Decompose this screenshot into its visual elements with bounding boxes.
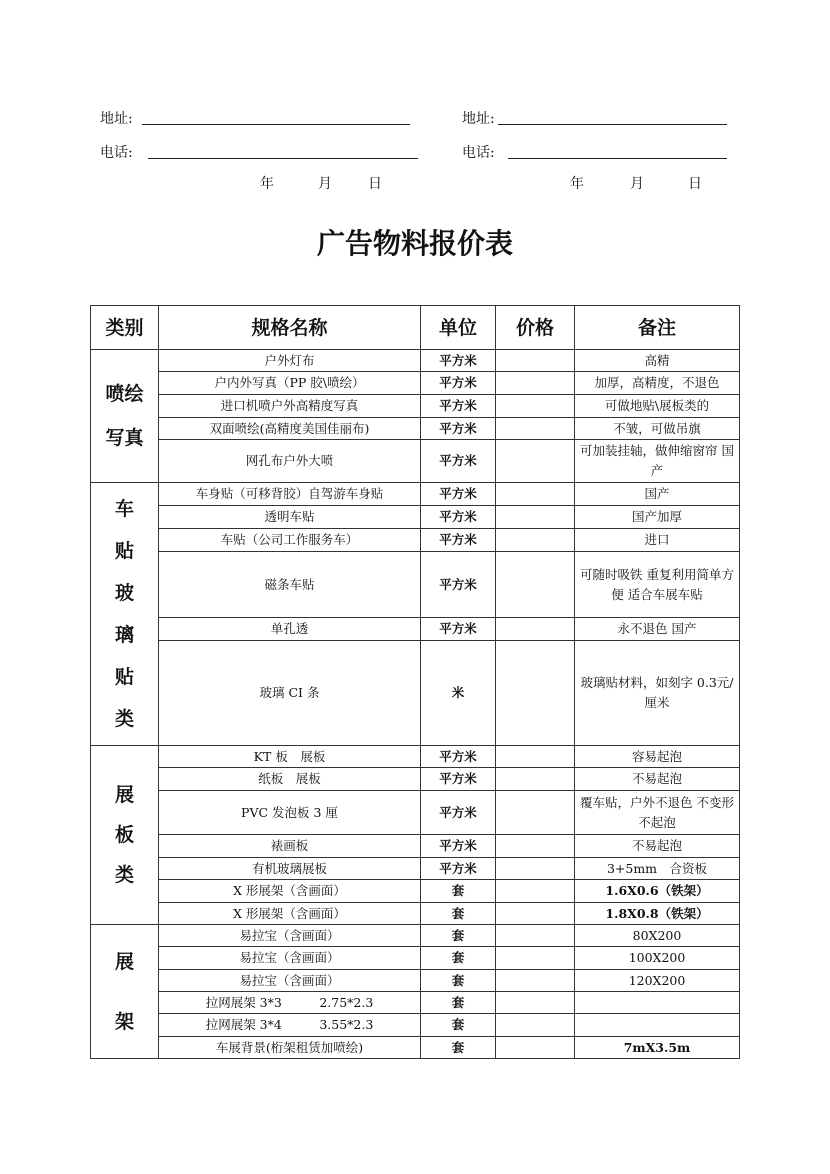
- item-unit: 套: [421, 1014, 496, 1037]
- item-name: 单孔透: [159, 618, 421, 641]
- item-name: 易拉宝（含画面）: [159, 970, 421, 992]
- table-row: [91, 418, 740, 440]
- table-row: [91, 903, 740, 925]
- item-price: [496, 395, 575, 418]
- item-unit: 平方米: [421, 350, 496, 372]
- item-unit: 平方米: [421, 529, 496, 552]
- table-row: [91, 880, 740, 903]
- right-month: 月: [630, 176, 644, 192]
- item-price: [496, 992, 575, 1014]
- category-cell: 展板类: [91, 746, 159, 925]
- item-unit: 套: [421, 1037, 496, 1059]
- table-row: [91, 947, 740, 970]
- item-name: 车贴（公司工作服务车）: [159, 529, 421, 552]
- item-unit: 平方米: [421, 768, 496, 791]
- table-row: [91, 791, 740, 835]
- item-price: [496, 1037, 575, 1059]
- item-note: 1.6X0.6（铁架）: [575, 880, 740, 903]
- item-price: [496, 440, 575, 483]
- item-name: X 形展架（含画面）: [159, 903, 421, 925]
- item-name: 玻璃 CI 条: [159, 641, 421, 746]
- item-note: 120X200: [575, 970, 740, 992]
- table-row: [91, 350, 740, 372]
- item-unit: 平方米: [421, 372, 496, 395]
- table-row: [91, 925, 740, 947]
- item-name: 透明车贴: [159, 506, 421, 529]
- right-phone-label: 电话:: [462, 145, 495, 161]
- item-name: 车展背景(桁架租赁加喷绘): [159, 1037, 421, 1059]
- item-note: 国产加厚: [575, 506, 740, 529]
- left-day: 日: [368, 176, 382, 192]
- item-note: 国产: [575, 483, 740, 506]
- item-name: 双面喷绘(高精度美国佳丽布): [159, 418, 421, 440]
- table-row: [91, 395, 740, 418]
- item-price: [496, 925, 575, 947]
- table-header-row: [91, 306, 740, 350]
- table-row: [91, 1014, 740, 1037]
- left-phone-line: [148, 158, 418, 159]
- item-name: X 形展架（含画面）: [159, 880, 421, 903]
- item-unit: 套: [421, 903, 496, 925]
- left-month: 月: [318, 176, 332, 192]
- item-unit: 套: [421, 925, 496, 947]
- item-price: [496, 372, 575, 395]
- category-cell: 车贴玻璃贴类: [91, 483, 159, 746]
- item-name: 裱画板: [159, 835, 421, 858]
- item-note: [575, 1014, 740, 1037]
- item-note: 可随时吸铁 重复利用简单方便 适合车展车贴: [575, 552, 740, 618]
- col-unit: 单位: [421, 306, 496, 350]
- col-price: 价格: [496, 306, 575, 350]
- item-unit: 米: [421, 641, 496, 746]
- item-unit: 平方米: [421, 835, 496, 858]
- item-note: 进口: [575, 529, 740, 552]
- item-unit: 平方米: [421, 618, 496, 641]
- table-row: [91, 440, 740, 483]
- item-name: 户内外写真（PP 胶\喷绘）: [159, 372, 421, 395]
- item-name: 磁条车贴: [159, 552, 421, 618]
- table-row: [91, 970, 740, 992]
- item-unit: 套: [421, 970, 496, 992]
- table-row: [91, 483, 740, 506]
- item-unit: 平方米: [421, 483, 496, 506]
- item-price: [496, 791, 575, 835]
- right-phone-line: [508, 158, 727, 159]
- item-note: [575, 992, 740, 1014]
- item-price: [496, 618, 575, 641]
- item-name: 车身贴（可移背胶）自驾游车身贴: [159, 483, 421, 506]
- item-name: 有机玻璃展板: [159, 858, 421, 880]
- item-name: 拉网展架 3*3 2.75*2.3: [159, 992, 421, 1014]
- item-unit: 平方米: [421, 506, 496, 529]
- right-year: 年: [570, 176, 584, 192]
- item-note: 不易起泡: [575, 768, 740, 791]
- left-address-label: 地址:: [100, 111, 133, 127]
- table-row: [91, 529, 740, 552]
- item-name: 易拉宝（含画面）: [159, 925, 421, 947]
- category-cell: 展架: [91, 925, 159, 1059]
- item-unit: 平方米: [421, 746, 496, 768]
- item-name: 拉网展架 3*4 3.55*2.3: [159, 1014, 421, 1037]
- item-note: 3+5mm 合资板: [575, 858, 740, 880]
- table-row: [91, 552, 740, 618]
- item-price: [496, 483, 575, 506]
- item-unit: 平方米: [421, 791, 496, 835]
- col-name: 规格名称: [159, 306, 421, 350]
- table-row: [91, 835, 740, 858]
- item-unit: 平方米: [421, 552, 496, 618]
- item-price: [496, 746, 575, 768]
- item-unit: 套: [421, 947, 496, 970]
- col-category: 类别: [91, 306, 159, 350]
- item-note: 可做地贴\展板类的: [575, 395, 740, 418]
- table-row: [91, 1037, 740, 1059]
- item-name: KT 板 展板: [159, 746, 421, 768]
- item-name: 网孔布户外大喷: [159, 440, 421, 483]
- item-price: [496, 880, 575, 903]
- col-note: 备注: [575, 306, 740, 350]
- item-unit: 平方米: [421, 440, 496, 483]
- category-cell: 喷绘写真: [91, 350, 159, 483]
- item-note: 1.8X0.8（铁架）: [575, 903, 740, 925]
- item-note: 80X200: [575, 925, 740, 947]
- item-unit: 平方米: [421, 395, 496, 418]
- item-name: 户外灯布: [159, 350, 421, 372]
- table-row: [91, 506, 740, 529]
- item-unit: 平方米: [421, 418, 496, 440]
- page-title: 广告物料报价表: [316, 227, 513, 260]
- item-note: 不易起泡: [575, 835, 740, 858]
- item-price: [496, 903, 575, 925]
- item-note: 永不退色 国产: [575, 618, 740, 641]
- table-row: [91, 858, 740, 880]
- table-row: [91, 372, 740, 395]
- right-day: 日: [688, 176, 702, 192]
- item-price: [496, 1014, 575, 1037]
- item-price: [496, 641, 575, 746]
- item-price: [496, 418, 575, 440]
- table-row: [91, 768, 740, 791]
- item-note: 玻璃贴材料，如刻字 0.3元/厘米: [575, 641, 740, 746]
- item-name: 易拉宝（含画面）: [159, 947, 421, 970]
- left-year: 年: [260, 176, 274, 192]
- item-unit: 平方米: [421, 858, 496, 880]
- item-note: 高精: [575, 350, 740, 372]
- item-price: [496, 768, 575, 791]
- item-name: 纸板 展板: [159, 768, 421, 791]
- item-note: 100X200: [575, 947, 740, 970]
- item-price: [496, 350, 575, 372]
- item-unit: 套: [421, 880, 496, 903]
- item-note: 不皱，可做吊旗: [575, 418, 740, 440]
- item-name: PVC 发泡板 3 厘: [159, 791, 421, 835]
- item-unit: 套: [421, 992, 496, 1014]
- item-price: [496, 970, 575, 992]
- table-row: [91, 746, 740, 768]
- item-price: [496, 506, 575, 529]
- table-row: [91, 641, 740, 746]
- table-row: [91, 618, 740, 641]
- item-price: [496, 858, 575, 880]
- right-address-line: [498, 124, 727, 125]
- item-price: [496, 529, 575, 552]
- item-note: 7mX3.5m: [575, 1037, 740, 1059]
- item-note: 加厚，高精度，不退色: [575, 372, 740, 395]
- price-table: [90, 305, 740, 1059]
- table-row: [91, 992, 740, 1014]
- item-note: 可加装挂轴，做伸缩窗帘 国产: [575, 440, 740, 483]
- item-price: [496, 947, 575, 970]
- item-note: 容易起泡: [575, 746, 740, 768]
- left-address-line: [142, 124, 410, 125]
- left-phone-label: 电话:: [100, 145, 133, 161]
- item-price: [496, 552, 575, 618]
- item-price: [496, 835, 575, 858]
- item-note: 覆车贴，户外不退色 不变形 不起泡: [575, 791, 740, 835]
- item-name: 进口机喷户外高精度写真: [159, 395, 421, 418]
- right-address-label: 地址:: [462, 111, 495, 127]
